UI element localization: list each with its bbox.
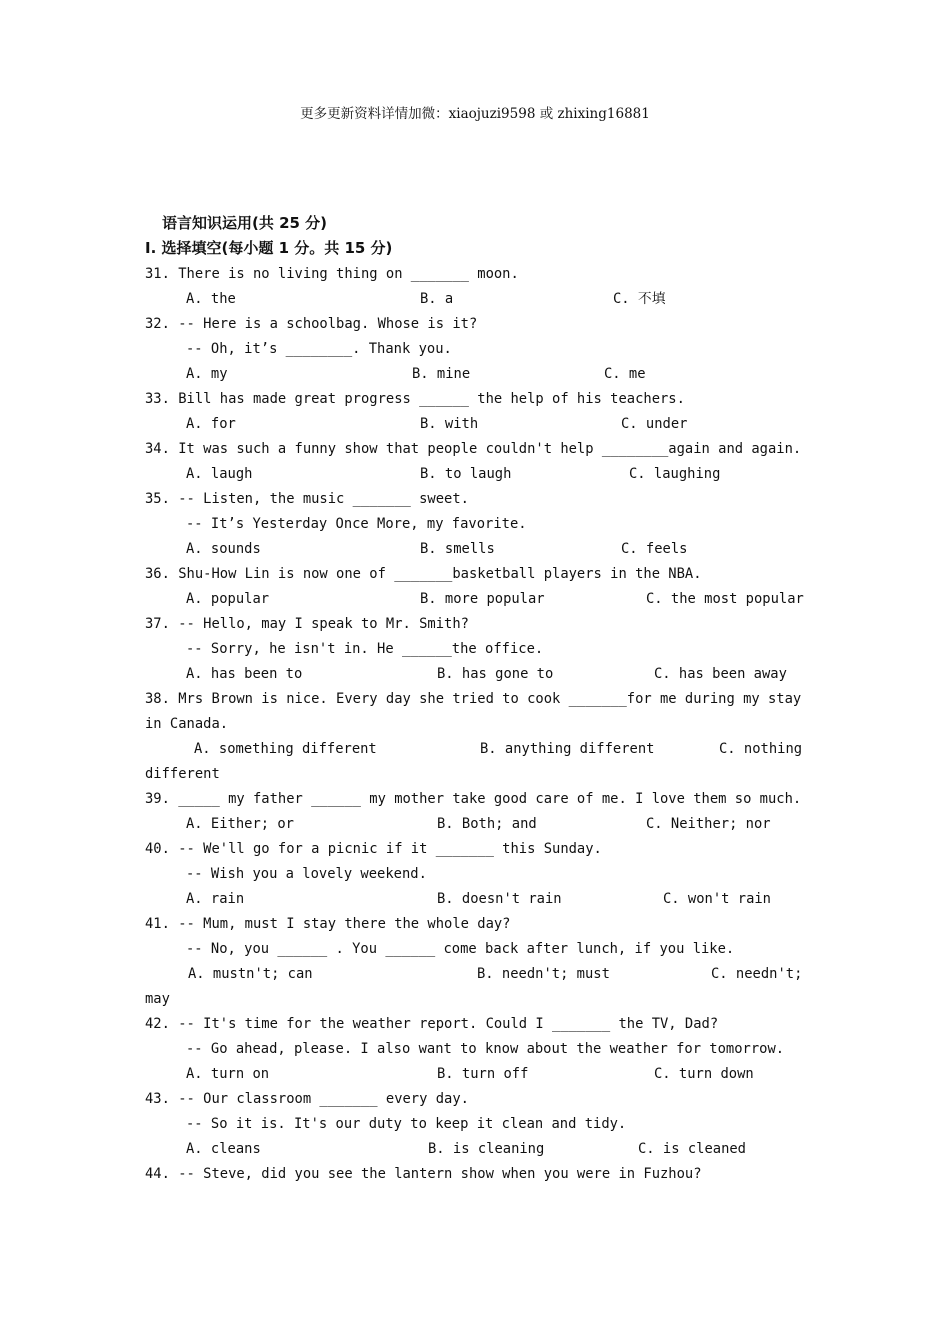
section-title: 语言知识运用(共 25 分) (162, 214, 328, 232)
question-line: A. for (186, 416, 236, 432)
question-line: 37. -- Hello, may I speak to Mr. Smith? (145, 616, 469, 632)
question-line: -- Go ahead, please. I also want to know about the weather for tomorrow. (186, 1041, 785, 1057)
page-header: 更多更新资料详情加微：xiaojuzi9598 或 zhixing16881 (300, 106, 650, 122)
question-line: different (145, 766, 220, 782)
question-line: 44. -- Steve, did you see the lantern show when you were in Fuzhou? (145, 1166, 702, 1182)
question-line: B. Both; and (437, 816, 537, 832)
part-title: I. 选择填空(每小题 1 分。共 15 分) (145, 239, 393, 257)
question-line: A. popular (186, 591, 270, 607)
question-line: B. turn off (437, 1066, 529, 1082)
question-line: A. Either; or (186, 816, 294, 832)
question-line: -- No, you ______ . You ______ come back after lunch, if you like. (186, 941, 735, 957)
question-line: 31. There is no living thing on _______ moon. (145, 266, 519, 282)
question-line: A. my (186, 366, 228, 382)
question-line: B. a (420, 291, 454, 307)
question-line: C. Neither; nor (646, 816, 771, 832)
question-line: C. feels (621, 541, 688, 557)
question-line: C. me (604, 366, 646, 382)
question-line: 39. _____ my father ______ my mother take good care of me. I love them so much. (145, 791, 802, 807)
question-line: A. sounds (186, 541, 261, 557)
question-line: 38. Mrs Brown is nice. Every day she tried to cook _______for me during my stay (145, 691, 802, 707)
question-line: B. smells (420, 541, 495, 557)
question-line: A. rain (186, 891, 245, 907)
question-line: B. with (420, 416, 479, 432)
question-line: 34. It was such a funny show that people couldn't help ________again and again. (145, 441, 802, 457)
question-line: 43. -- Our classroom _______ every day. (145, 1091, 469, 1107)
question-line: C. 不填 (613, 291, 666, 307)
question-line: B. to laugh (420, 466, 512, 482)
question-line: C. nothing (719, 741, 803, 757)
question-line: B. mine (412, 366, 471, 382)
question-line: 42. -- It's time for the weather report. Could I _______ the TV, Dad? (145, 1016, 719, 1032)
question-line: -- Wish you a lovely weekend. (186, 866, 427, 882)
question-line: 36. Shu-How Lin is now one of _______basketball players in the NBA. (145, 566, 702, 582)
question-line: -- Sorry, he isn't in. He ______the office. (186, 641, 544, 657)
question-line: A. something different (194, 741, 377, 757)
question-line: C. has been away (654, 666, 787, 682)
question-line: B. more popular (420, 591, 545, 607)
question-line: C. needn't; (711, 966, 803, 982)
question-line: may (145, 991, 170, 1007)
question-line: A. laugh (186, 466, 253, 482)
question-line: A. cleans (186, 1141, 261, 1157)
question-line: A. the (186, 291, 236, 307)
question-line: -- Oh, it’s ________. Thank you. (186, 341, 452, 357)
question-line: B. anything different (480, 741, 655, 757)
question-line: -- It’s Yesterday Once More, my favorite. (186, 516, 527, 532)
question-line: B. doesn't rain (437, 891, 562, 907)
question-line: A. turn on (186, 1066, 270, 1082)
question-line: 32. -- Here is a schoolbag. Whose is it? (145, 316, 478, 332)
question-line: 35. -- Listen, the music _______ sweet. (145, 491, 469, 507)
question-line: C. the most popular (646, 591, 804, 607)
question-line: B. needn't; must (477, 966, 610, 982)
question-line: -- So it is. It's our duty to keep it clean and tidy. (186, 1116, 627, 1132)
question-line: C. laughing (629, 466, 721, 482)
question-line: in Canada. (145, 716, 229, 732)
question-line: C. under (621, 416, 688, 432)
question-line: A. has been to (186, 666, 303, 682)
question-line: 41. -- Mum, must I stay there the whole day? (145, 916, 511, 932)
question-line: C. turn down (654, 1066, 754, 1082)
question-line: 33. Bill has made great progress ______ the help of his teachers. (145, 391, 685, 407)
question-line: B. is cleaning (428, 1141, 545, 1157)
question-line: B. has gone to (437, 666, 554, 682)
question-line: A. mustn't; can (188, 966, 313, 982)
question-line: 40. -- We'll go for a picnic if it _______ this Sunday. (145, 841, 602, 857)
question-line: C. is cleaned (638, 1141, 746, 1157)
question-line: C. won't rain (663, 891, 771, 907)
